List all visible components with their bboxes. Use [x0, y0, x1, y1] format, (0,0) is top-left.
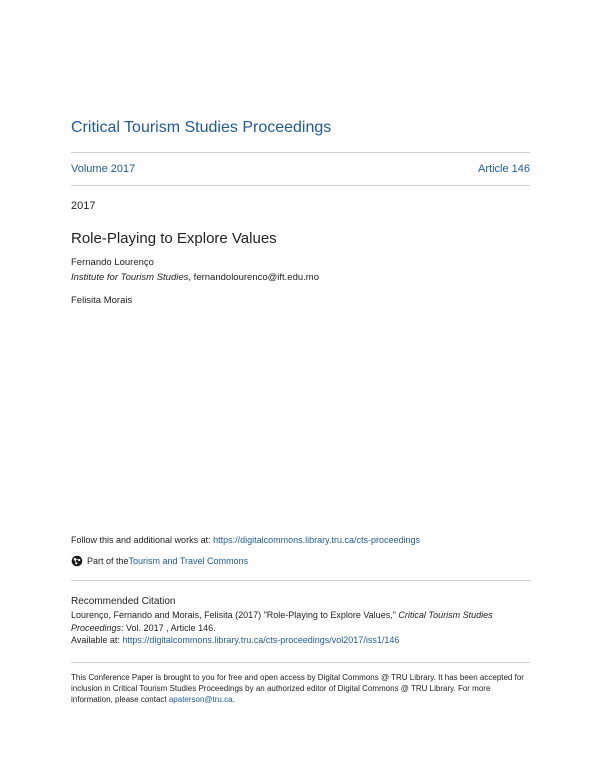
- footer-rule: [71, 662, 530, 663]
- top-rule: [71, 152, 530, 153]
- volume-link[interactable]: Volume 2017: [71, 163, 136, 175]
- part-of-line: [71, 555, 248, 567]
- follow-link[interactable]: https://digitalcommons.library.tru.ca/cts-proceedings: [213, 535, 420, 545]
- citation-rule: [71, 580, 530, 581]
- citation-heading: Recommended Citation: [71, 596, 176, 607]
- citation-text: [71, 609, 530, 647]
- citation-journal: Critical Tourism Studies Proceedings: [71, 610, 493, 633]
- paper-title: Role-Playing to Explore Values: [71, 230, 277, 247]
- contact-email-link[interactable]: apaterson@tru.ca: [168, 695, 233, 704]
- author-name: Felisita Morais: [71, 295, 133, 306]
- author-affiliation: [71, 272, 319, 283]
- author-name: Fernando Lourenço: [71, 257, 154, 268]
- author-email: , fernandolourenco@ift.edu.mo: [188, 272, 319, 283]
- header-rule: [71, 185, 530, 186]
- series-title[interactable]: Critical Tourism Studies Proceedings: [71, 119, 332, 136]
- citation-volume: : Vol. 2017 , Article 146.: [121, 622, 216, 633]
- notice-end: .: [232, 695, 235, 704]
- article-link[interactable]: Article 146: [478, 163, 530, 175]
- network-icon: [71, 555, 83, 567]
- year: 2017: [71, 200, 96, 212]
- commons-link[interactable]: Tourism and Travel Commons: [128, 556, 249, 566]
- notice-text: This Conference Paper is brought to you for free and open access by Digital Commons @ TRU Library. It has been accepted for inclusion in Critical Tourism Studies Proceedings by an authorized editor of Digital Commons @ TRU Library. For more information, please contact: [71, 673, 524, 704]
- partof-prefix: Part of the: [87, 556, 129, 566]
- citation-authors: Lourenço, Fernando and Morais, Felisita (2017) "Role-Playing to Explore Values,": [71, 610, 399, 620]
- affiliation-name: Institute for Tourism Studies: [71, 272, 189, 283]
- follow-line: [71, 535, 420, 545]
- available-link[interactable]: https://digitalcommons.library.tru.ca/cts-proceedings/vol2017/iss1/146: [122, 635, 400, 645]
- follow-prefix: Follow this and additional works at:: [71, 535, 214, 545]
- available-prefix: Available at:: [71, 635, 123, 645]
- access-notice: [71, 672, 530, 705]
